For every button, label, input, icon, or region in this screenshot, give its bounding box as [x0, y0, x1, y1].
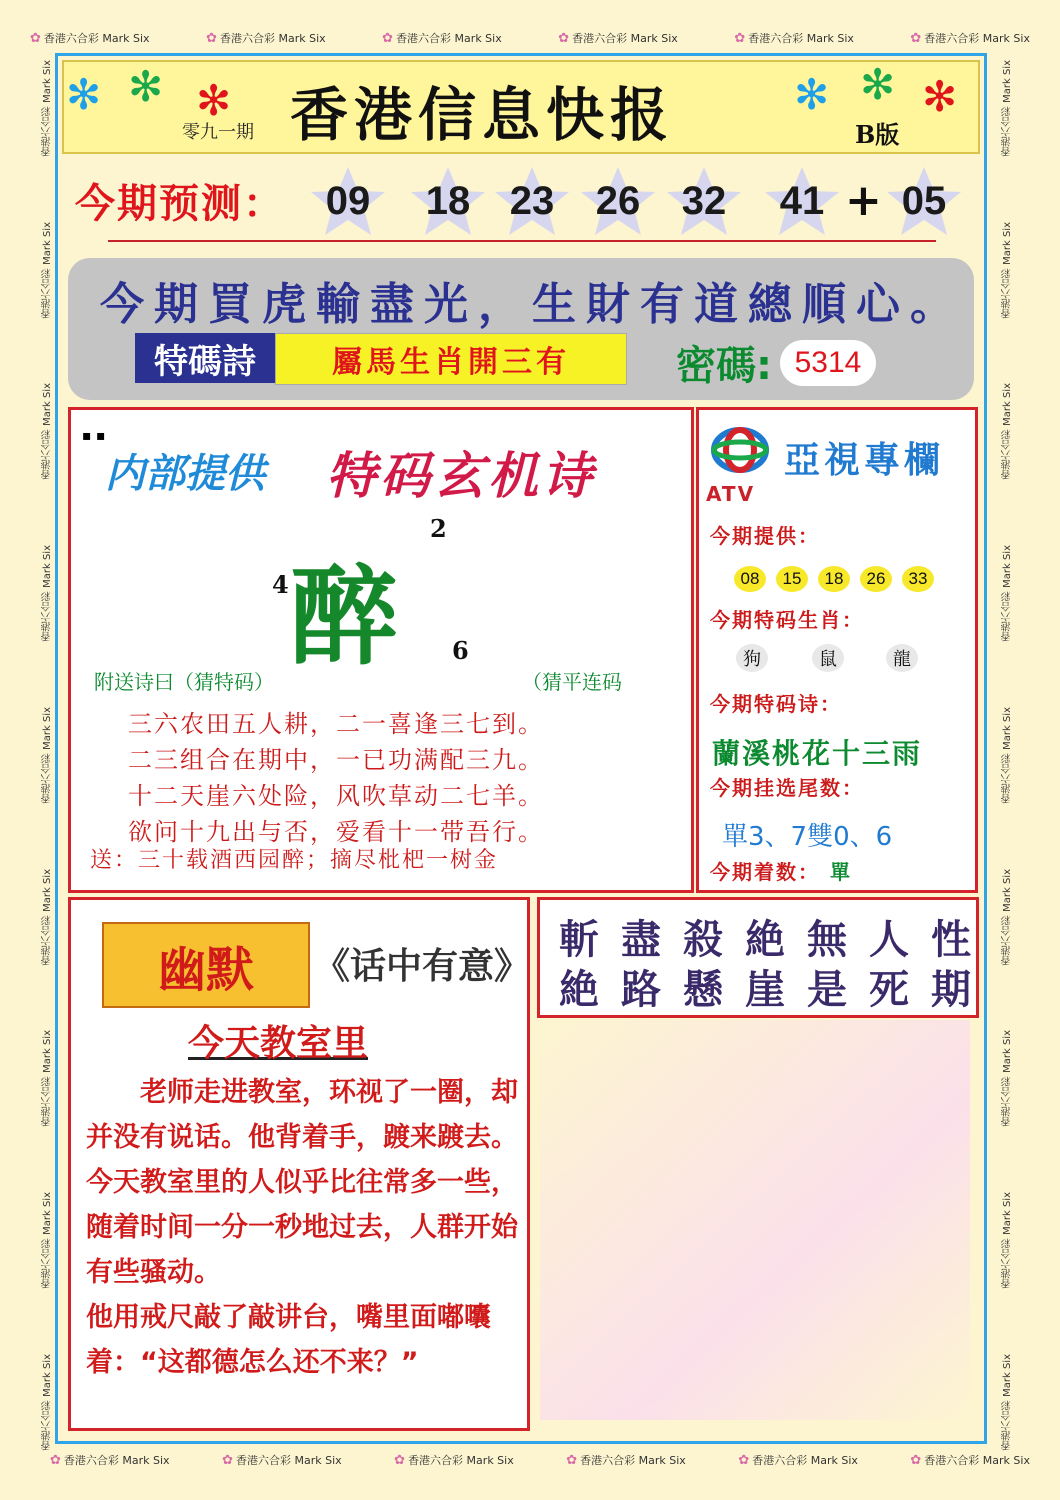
poem-line: 欲问十九出与否，爱看十一带吾行。 [128, 818, 544, 846]
asterisk-icon: ✻ [860, 60, 896, 109]
slogan-text: 今期買虎輸盡光，生財有道總順心。 [100, 279, 964, 330]
issue-number: 零九一期 [182, 122, 254, 143]
asterisk-icon: ✻ [922, 72, 958, 121]
zodiac-badge: 狗 [736, 644, 768, 672]
border-text: 香港六合彩 Mark Six [219, 32, 326, 45]
atv-provide-label: 今期提供： [710, 524, 820, 548]
border-text: 香港六合彩 Mark Six [580, 1454, 686, 1467]
verse-char: 殺 [683, 916, 723, 963]
send-line: 送：三十载酒西园醉；摘尽枇杷一树金 [90, 848, 499, 873]
verse-char: 人 [869, 916, 909, 963]
flower-icon: ✿ [394, 1453, 406, 1468]
special-number: 05 [884, 165, 964, 237]
border-text: 香港六合彩 Mark Six [41, 1030, 53, 1127]
joke-paragraph: 老师走进教室，环视了一圈，却并没有说话。他背着手，踱来踱去。 [86, 1077, 518, 1153]
asterisk-icon: ✻ [794, 70, 830, 119]
prediction-label: 今期预测： [75, 181, 285, 227]
border-text: 香港六合彩 Mark Six [41, 545, 53, 642]
atv-zodiac-label: 今期特码生肖： [710, 608, 864, 632]
special-poem-text: 屬馬生肖開三有 [275, 333, 627, 385]
hint-right: （猜平连码 [522, 670, 622, 694]
joke-paragraph: 今天教室里的人似乎比往常多一些，随着时间一分一秒地过去，人群开始有些骚动。 [86, 1167, 518, 1288]
verse-char: 盡 [621, 916, 661, 963]
border-text: 香港六合彩 Mark Six [41, 1192, 53, 1289]
edition-label: B版 [855, 120, 900, 149]
riddle-character: 醉 [290, 554, 399, 680]
right-border-strip [998, 60, 1016, 1450]
prediction-number: 32 [664, 165, 744, 237]
bottom-border-strip [50, 1452, 1030, 1470]
special-poem-label: 特碼詩 [135, 333, 275, 383]
mystery-poem-title: 特码玄机诗 [326, 447, 596, 505]
atv-logo-text: ATV [706, 482, 756, 506]
verse-char: 性 [931, 916, 971, 963]
number-ball: 15 [776, 566, 808, 592]
poem-line: 二三组合在期中，一已功满配三九。 [128, 746, 544, 774]
border-text: 香港六合彩 Mark Six [41, 221, 53, 318]
humor-badge: 幽默 [102, 922, 310, 1008]
border-text: 香港六合彩 Mark Six [41, 60, 53, 157]
border-text: 香港六合彩 Mark Six [41, 1353, 53, 1450]
atv-count-value: 單 [830, 860, 850, 884]
flower-icon: ✿ [206, 31, 217, 46]
atv-poem-label: 今期特码诗： [710, 692, 842, 716]
verse-char: 絶 [745, 916, 785, 963]
prediction-number: 41 [762, 165, 842, 237]
border-text: 香港六合彩 Mark Six [1001, 545, 1013, 642]
border-text: 香港六合彩 Mark Six [43, 32, 150, 45]
border-text: 香港六合彩 Mark Six [41, 706, 53, 803]
border-text: 香港六合彩 Mark Six [1001, 60, 1013, 157]
left-border-strip [38, 60, 56, 1450]
joke-paragraph: 他用戒尺敲了敲讲台，嘴里面嘟囔着：“这都德怎么还不来？” [86, 1302, 491, 1378]
prediction-number: 26 [578, 165, 658, 237]
atv-tails-label: 今期挂选尾数： [710, 776, 864, 800]
prediction-number: 09 [308, 165, 388, 237]
border-text: 香港六合彩 Mark Six [1001, 383, 1013, 480]
asterisk-icon: ✻ [66, 70, 102, 119]
poem-line: 十二天崖六处险，风吹草动二七羊。 [128, 782, 544, 810]
atv-title: 亞視專欄 [784, 439, 945, 481]
border-text: 香港六合彩 Mark Six [235, 1454, 342, 1467]
poem-line: 三六农田五人耕，二一喜逢三七到。 [128, 710, 544, 738]
border-text: 香港六合彩 Mark Six [408, 1454, 514, 1467]
prediction-number: 18 [408, 165, 488, 237]
page-title: 香港信息快报 [290, 81, 675, 149]
border-text: 香港六合彩 Mark Six [572, 32, 678, 45]
riddle-number-left: 4 [272, 570, 289, 599]
asterisk-icon: ✻ [128, 62, 164, 111]
verse-char: 崖 [745, 966, 785, 1013]
divider [108, 240, 936, 242]
flower-icon: ✿ [910, 1453, 922, 1468]
verse-char: 期 [931, 966, 971, 1013]
humor-title: 《话中有意》 [314, 946, 531, 987]
number-ball: 18 [818, 566, 850, 592]
flower-icon: ✿ [382, 31, 394, 46]
flower-icon: ✿ [566, 1453, 578, 1468]
border-text: 香港六合彩 Mark Six [63, 1454, 170, 1467]
plus-sign: + [845, 175, 882, 226]
atv-poem: 蘭溪桃花十三雨 [712, 737, 923, 770]
number-ball: 26 [860, 566, 892, 592]
border-text: 香港六合彩 Mark Six [1001, 1030, 1013, 1127]
verse-char: 絶 [559, 966, 599, 1013]
verse-row [558, 958, 972, 1015]
border-text: 香港六合彩 Mark Six [41, 868, 53, 965]
border-text: 香港六合彩 Mark Six [41, 383, 53, 480]
flower-icon: ✿ [222, 1453, 233, 1468]
border-text: 香港六合彩 Mark Six [752, 1454, 858, 1467]
verse-char: 斬 [559, 916, 599, 963]
border-text: 香港六合彩 Mark Six [1001, 1353, 1013, 1450]
flower-icon: ✿ [30, 31, 41, 46]
provider-label: 内部提供 [105, 451, 265, 497]
joke-body [86, 1070, 520, 1385]
flower-icon: ✿ [910, 31, 922, 46]
dots-mark: ▪ ▪ [82, 428, 106, 444]
decorative-fade [540, 1020, 970, 1420]
verse-char: 懸 [683, 966, 723, 1013]
prediction-number: 23 [492, 165, 572, 237]
zodiac-badge: 龍 [886, 644, 918, 672]
verse-row [558, 908, 972, 965]
hint-left: 附送诗曰（猜特码） [94, 670, 274, 694]
secret-code-label: 密碼: [676, 343, 772, 389]
border-text: 香港六合彩 Mark Six [396, 32, 502, 45]
flower-icon: ✿ [50, 1453, 61, 1468]
flower-icon: ✿ [738, 1453, 750, 1468]
number-ball: 33 [902, 566, 934, 592]
flower-icon: ✿ [558, 31, 570, 46]
atv-count-label: 今期着数： [710, 860, 820, 884]
flower-icon: ✿ [734, 31, 746, 46]
border-text: 香港六合彩 Mark Six [1001, 706, 1013, 803]
asterisk-icon: ✻ [196, 76, 232, 125]
border-text: 香港六合彩 Mark Six [748, 32, 854, 45]
joke-heading: 今天教室里 [188, 1023, 369, 1064]
verse-char: 死 [869, 966, 909, 1013]
atv-tails: 單3、7雙0、6 [722, 822, 893, 852]
border-text: 香港六合彩 Mark Six [1001, 221, 1013, 318]
top-border-strip [30, 30, 1030, 48]
verse-char: 無 [807, 916, 847, 963]
riddle-number-top: 2 [430, 514, 447, 543]
atv-logo-icon [708, 425, 772, 475]
border-text: 香港六合彩 Mark Six [924, 32, 1030, 45]
verse-char: 路 [621, 966, 661, 1013]
zodiac-badge: 鼠 [812, 644, 844, 672]
border-text: 香港六合彩 Mark Six [1001, 1192, 1013, 1289]
number-ball: 08 [734, 566, 766, 592]
border-text: 香港六合彩 Mark Six [1001, 868, 1013, 965]
verse-char: 是 [807, 966, 847, 1013]
secret-code-value: 5314 [780, 340, 876, 386]
border-text: 香港六合彩 Mark Six [924, 1454, 1030, 1467]
riddle-number-bottom: 6 [452, 636, 469, 665]
